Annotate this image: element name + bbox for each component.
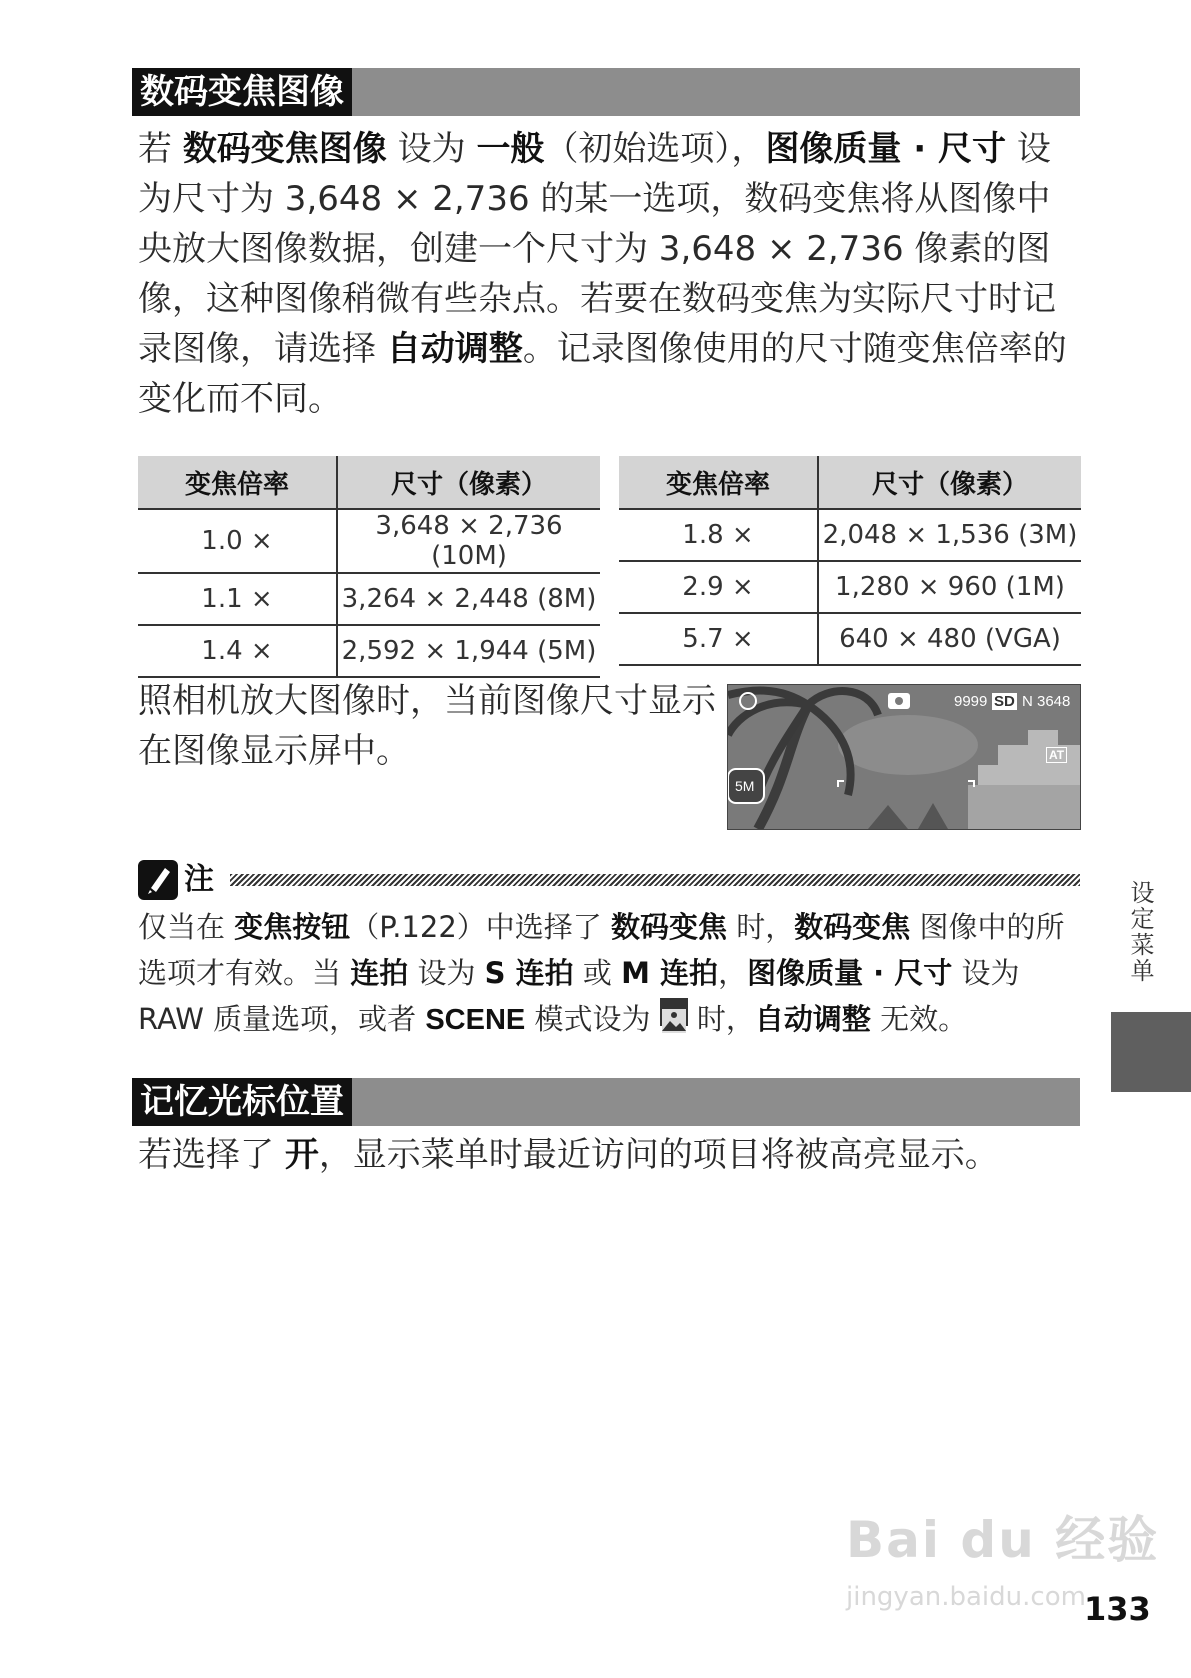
table-row bbox=[619, 561, 1081, 613]
table-row bbox=[138, 573, 600, 625]
watermark-logo: Bai du 经验 bbox=[846, 1511, 1160, 1569]
camera-screen-illustration bbox=[727, 684, 1081, 830]
body-paragraph bbox=[138, 1130, 1078, 1180]
table-row bbox=[138, 625, 600, 677]
zoom-cell: 2.9 × bbox=[619, 561, 818, 613]
zoom-size-table-left bbox=[138, 456, 600, 678]
sd-card-icon: SD bbox=[994, 693, 1015, 710]
note-header bbox=[138, 858, 1080, 902]
pencil-note-icon bbox=[138, 860, 178, 900]
text-run: 。记录图像使用的尺寸随变焦倍率的变化而不同。 bbox=[138, 329, 1067, 419]
body-paragraph bbox=[138, 124, 1078, 424]
text-run: 仅当在 bbox=[138, 910, 235, 944]
note-label: 注 bbox=[184, 862, 214, 897]
table-header-row bbox=[138, 456, 600, 509]
column-header-size: 尺寸（像素） bbox=[818, 456, 1081, 509]
menu-term: 自动调整 bbox=[386, 329, 523, 369]
zoom-cell: 1.8 × bbox=[619, 509, 818, 561]
note-divider bbox=[230, 874, 1080, 886]
text-run: （P.122）中选择了 bbox=[350, 910, 611, 944]
size-cell: 2,592 × 1,944 (5M) bbox=[337, 625, 600, 677]
menu-term: M 连拍 bbox=[621, 956, 719, 990]
menu-term: 自动调整 bbox=[754, 1002, 871, 1036]
table-header-row bbox=[619, 456, 1081, 509]
size-cell: 640 × 480 (VGA) bbox=[818, 613, 1081, 665]
text-run: 图像中的所选项才有效。当 bbox=[138, 910, 1065, 990]
text-run: （初始选项）， bbox=[544, 129, 766, 169]
screen-caption: 照相机放大图像时，当前图像尺寸显示在图像显示屏中。 bbox=[138, 681, 716, 771]
menu-term: 开 bbox=[284, 1135, 319, 1175]
zoom-cell: 1.4 × bbox=[138, 625, 337, 677]
text-run: ，显示菜单时最近访问的项目将被高亮显示。 bbox=[318, 1135, 999, 1175]
chapter-tab-label: 设定菜单 bbox=[1126, 880, 1154, 984]
zoom-cell: 1.1 × bbox=[138, 573, 337, 625]
menu-term: 数码变焦图像 bbox=[182, 129, 387, 169]
shots-remaining: 9999 bbox=[954, 693, 988, 710]
note-body bbox=[138, 904, 1083, 1043]
text-run: 无效。 bbox=[870, 1002, 968, 1036]
size-cell: 3,648 × 2,736 (10M) bbox=[337, 509, 600, 573]
size-cell: 2,048 × 1,536 (3M) bbox=[818, 509, 1081, 561]
menu-term: S 连拍 bbox=[484, 956, 574, 990]
text-run: 时， bbox=[687, 1002, 755, 1036]
text-run: ， bbox=[718, 956, 748, 990]
section-header-cursor-memory bbox=[132, 1078, 1080, 1126]
menu-term: 图像质量 · 尺寸 bbox=[747, 956, 953, 990]
text-run: 时， bbox=[727, 910, 795, 944]
size-cell: 1,280 × 960 (1M) bbox=[818, 561, 1081, 613]
image-size-badge: 5M bbox=[735, 778, 755, 794]
text-run: 或 bbox=[573, 956, 622, 990]
menu-term: 连拍 bbox=[350, 956, 409, 990]
section-title: 数码变焦图像 bbox=[132, 68, 352, 116]
text-run: 设为尺寸为 3,648 × 2,736 的某一选项，数码变焦将从图像中央放大图像数据，创建一个尺寸为 3,648 × 2,736 像素的图像，这种图像稍微有些杂点。若要在数码变焦为实际尺寸时记录图像，请选择 bbox=[138, 129, 1056, 369]
table-row bbox=[619, 613, 1081, 665]
table-row bbox=[138, 509, 600, 573]
size-cell: 3,264 × 2,448 (8M) bbox=[337, 573, 600, 625]
quality-size-indicator: N 3648 bbox=[1022, 693, 1071, 710]
text-run: 若 bbox=[138, 129, 183, 169]
text-run: 模式设为 bbox=[525, 1002, 660, 1036]
zoom-cell: 5.7 × bbox=[619, 613, 818, 665]
menu-term: 一般 bbox=[476, 129, 545, 169]
menu-term: 数码变焦 bbox=[611, 910, 728, 944]
zoom-size-table-right bbox=[619, 456, 1081, 666]
menu-term: 数码变焦 bbox=[794, 910, 911, 944]
table-row bbox=[619, 509, 1081, 561]
chapter-tab bbox=[1111, 1012, 1191, 1092]
text-run: 若选择了 bbox=[138, 1135, 285, 1175]
column-header-zoom: 变焦倍率 bbox=[619, 456, 818, 509]
text-run: 设为 bbox=[386, 129, 477, 169]
zoom-cell: 1.0 × bbox=[138, 509, 337, 573]
section-title: 记忆光标位置 bbox=[132, 1078, 352, 1126]
column-header-zoom: 变焦倍率 bbox=[138, 456, 337, 509]
scene-mode-label: SCENE bbox=[425, 1004, 526, 1036]
menu-term: 图像质量 · 尺寸 bbox=[765, 129, 1007, 169]
watermark-url: jingyan.baidu.com bbox=[846, 1582, 1086, 1612]
text-run: 设为 bbox=[408, 956, 485, 990]
menu-term: 变焦按钮 bbox=[234, 910, 351, 944]
column-header-size: 尺寸（像素） bbox=[337, 456, 600, 509]
landscape-mode-icon bbox=[660, 998, 688, 1026]
page-number: 133 bbox=[1084, 1590, 1151, 1628]
text-run: 设为 RAW 质量选项，或者 bbox=[138, 956, 1020, 1036]
auto-tracking-icon: AT bbox=[1046, 747, 1067, 763]
section-header-digital-zoom bbox=[132, 68, 1080, 116]
